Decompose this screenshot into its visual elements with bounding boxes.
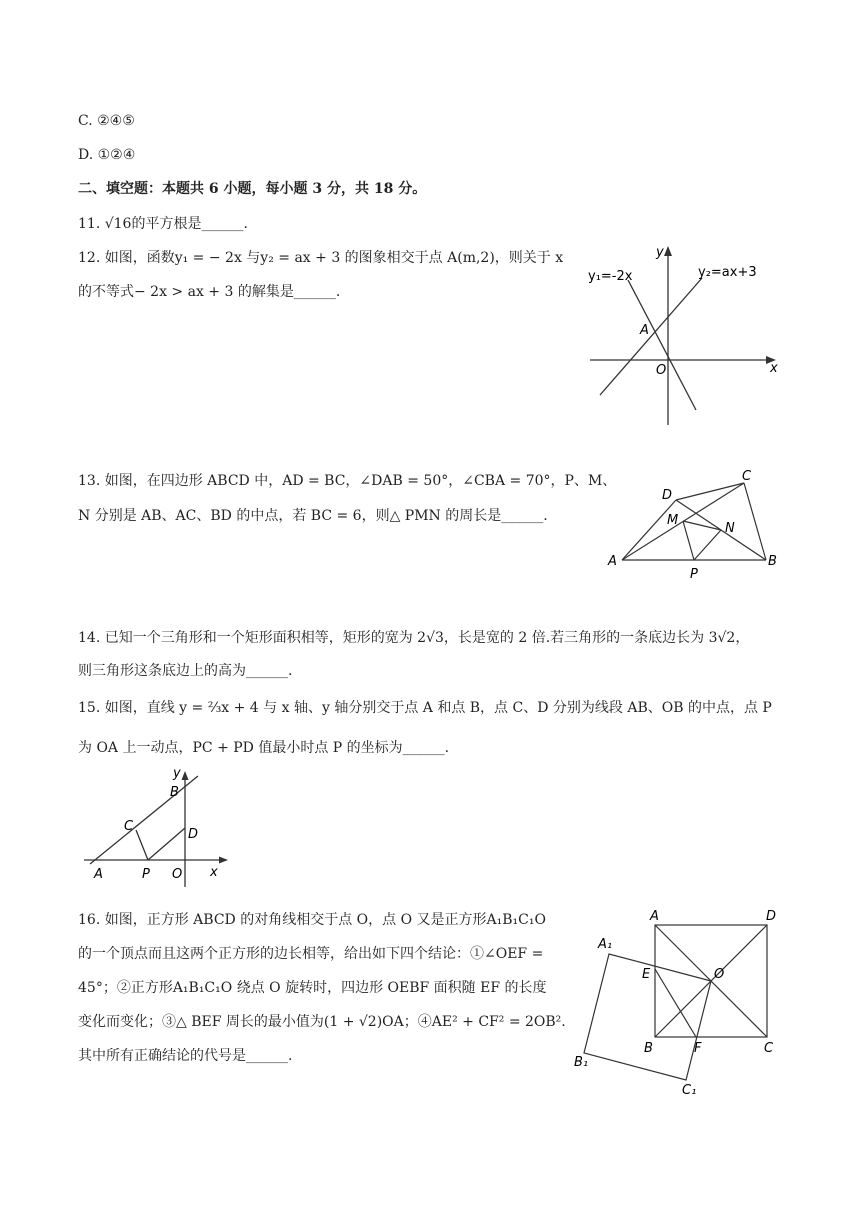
- label-y: y: [173, 766, 181, 781]
- section-title: 二、填空题：本题共 6 小题，每小题 3 分，共 18 分。: [78, 181, 427, 197]
- label-c: C: [764, 1041, 774, 1056]
- figure-q12: [580, 240, 790, 430]
- label-x: x: [210, 865, 218, 880]
- label-c: C: [124, 819, 134, 834]
- label-a1: A₁: [598, 937, 613, 952]
- question-12-line-2: 的不等式− 2x > ax + 3 的解集是______.: [78, 284, 341, 300]
- question-16-line-4: 变化而变化；③△ BEF 周长的最小值为(1 + √2)OA；④AE² + CF² = 2OB².: [78, 1014, 566, 1030]
- label-o: O: [714, 967, 725, 982]
- label-d: D: [662, 488, 673, 503]
- label-f: F: [694, 1041, 702, 1056]
- label-x: x: [770, 361, 778, 376]
- label-o: O: [656, 363, 667, 378]
- question-15-line-1: 15. 如图，直线 y = ⅔x + 4 与 x 轴、y 轴分别交于点 A 和点 B，点 C、D 分别为线段 AB、OB 的中点，点 P: [78, 700, 772, 716]
- question-15-line-2: 为 OA 上一动点，PC + PD 值最小时点 P 的坐标为______.: [78, 740, 450, 756]
- y-axis-arrow: [664, 246, 672, 256]
- label-a: A: [608, 554, 617, 569]
- label-c: C: [742, 470, 752, 484]
- question-11: 11. √16的平方根是______.: [78, 216, 248, 232]
- question-16-line-5: 其中所有正确结论的代号是______.: [78, 1048, 293, 1064]
- question-13-line-1: 13. 如图，在四边形 ABCD 中，AD = BC，∠DAB = 50°，∠CBA = 70°，P、M、: [78, 473, 617, 489]
- label-b: B: [170, 785, 179, 800]
- label-e: E: [642, 967, 651, 982]
- label-d: D: [766, 909, 777, 924]
- figure-q15: [80, 762, 240, 892]
- label-p: P: [690, 567, 698, 582]
- label-b: B: [644, 1041, 653, 1056]
- label-a: A: [650, 909, 659, 924]
- question-13-line-2: N 分别是 AB、AC、BD 的中点，若 BC = 6，则△ PMN 的周长是______.: [78, 508, 548, 524]
- question-14-line-1: 14. 已知一个三角形和一个矩形面积相等，矩形的宽为 2√3，长是宽的 2 倍.若三角形的一条底边长为 3√2，: [78, 630, 750, 646]
- label-b: B: [768, 554, 777, 569]
- label-m: M: [667, 513, 679, 528]
- label-a: A: [640, 323, 649, 338]
- choice-d: D. ①②④: [78, 147, 136, 163]
- question-12-line-1: 12. 如图，函数y₁ = − 2x 与y₂ = ax + 3 的图象相交于点 A(m,2)，则关于 x: [78, 250, 564, 266]
- figure-q13: [600, 470, 790, 585]
- question-16-line-3: 45°；②正方形A₁B₁C₁O 绕点 O 旋转时，四边形 OEBF 面积随 EF 的长度: [78, 980, 547, 996]
- label-p: P: [142, 867, 150, 882]
- label-a: A: [94, 867, 103, 882]
- label-b1: B₁: [574, 1055, 589, 1070]
- label-y1: y₁=-2x: [588, 269, 633, 284]
- label-n: N: [725, 521, 735, 536]
- figure-q16: [570, 900, 790, 1100]
- question-16-line-1: 16. 如图，正方形 ABCD 的对角线相交于点 O，点 O 又是正方形A₁B₁C₁O: [78, 912, 546, 928]
- choice-c: C. ②④⑤: [78, 113, 135, 129]
- label-d: D: [188, 827, 199, 842]
- question-14-line-2: 则三角形这条底边上的高为______.: [78, 663, 293, 679]
- label-y: y: [656, 245, 664, 260]
- label-o: O: [172, 867, 183, 882]
- line-y2: [600, 278, 702, 395]
- label-y2: y₂=ax+3: [698, 265, 757, 280]
- label-c1: C₁: [682, 1083, 697, 1098]
- question-16-line-2: 的一个顶点而且这两个正方形的边长相等，给出如下四个结论：①∠OEF =: [78, 946, 544, 962]
- line-y1: [628, 280, 696, 410]
